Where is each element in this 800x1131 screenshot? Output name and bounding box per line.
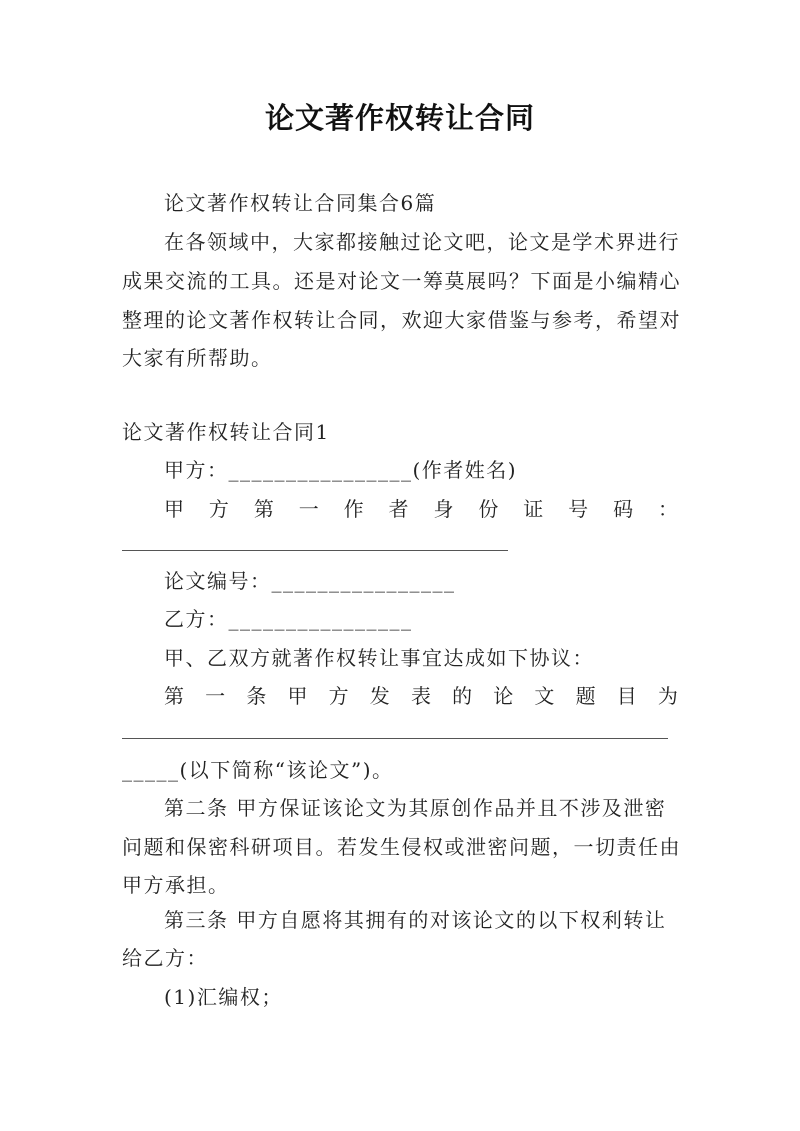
- contract-heading: 论文著作权转让合同1: [122, 420, 330, 444]
- id-char: 号: [568, 497, 589, 521]
- id-char: 方: [208, 497, 229, 521]
- id-number-blank-line: [122, 550, 508, 551]
- party-b-field: 乙方：________________: [164, 607, 413, 631]
- article-char: 论: [493, 684, 514, 708]
- id-char: 份: [478, 497, 499, 521]
- article-char: 条: [246, 684, 267, 708]
- id-char: 一: [298, 497, 319, 521]
- intro-line-2: 成果交流的工具。还是对论文一筹莫展吗？下面是小编精心: [122, 269, 681, 293]
- article-1-end: _____(以下简称“该论文”)。: [122, 758, 394, 782]
- intro-subtitle: 论文著作权转让合同集合6篇: [164, 191, 437, 215]
- article-char: 方: [328, 684, 349, 708]
- article-char: 发: [369, 684, 390, 708]
- article-2-line-2: 问题和保密科研项目。若发生侵权或泄密问题，一切责任由: [122, 835, 681, 859]
- article-char: 文: [534, 684, 555, 708]
- id-char: 作: [343, 497, 364, 521]
- id-char: 者: [388, 497, 409, 521]
- article-3-line-1: 第三条 甲方自愿将其拥有的对该论文的以下权利转让: [164, 908, 667, 932]
- article-char: 为: [657, 684, 678, 708]
- page-title: 论文著作权转让合同: [264, 101, 535, 135]
- article-1-line: [164, 684, 678, 708]
- article-char: 表: [410, 684, 431, 708]
- party-a-field: 甲方：________________(作者姓名): [164, 458, 518, 482]
- item-1: (1)汇编权；: [164, 985, 283, 1009]
- article-char: 甲: [287, 684, 308, 708]
- id-char: ：: [657, 497, 678, 521]
- article-char: 的: [452, 684, 473, 708]
- intro-line-1: 在各领域中，大家都接触过论文吧，论文是学术界进行: [164, 230, 680, 254]
- article-char: 目: [616, 684, 637, 708]
- article-1-title-blank-line: [122, 738, 668, 739]
- intro-line-4: 大家有所帮助。: [122, 346, 273, 370]
- id-char: 第: [253, 497, 274, 521]
- paper-number-field: 论文编号：________________: [164, 569, 456, 593]
- id-char: 甲: [164, 497, 184, 521]
- id-char: 码: [613, 497, 634, 521]
- intro-line-3: 整理的论文著作权转让合同，欢迎大家借鉴与参考，希望对: [122, 308, 681, 332]
- article-char: 题: [575, 684, 596, 708]
- article-2-line-1: 第二条 甲方保证该论文为其原创作品并且不涉及泄密: [164, 796, 667, 820]
- agreement-intro: 甲、乙双方就著作权转让事宜达成如下协议：: [164, 646, 594, 670]
- id-char: 身: [433, 497, 454, 521]
- party-a-id-line: [164, 497, 678, 521]
- article-char: 一: [205, 684, 226, 708]
- article-3-line-2: 给乙方：: [122, 946, 208, 970]
- article-char: 第: [164, 684, 184, 708]
- article-2-line-3: 甲方承担。: [122, 873, 230, 897]
- id-char: 证: [523, 497, 544, 521]
